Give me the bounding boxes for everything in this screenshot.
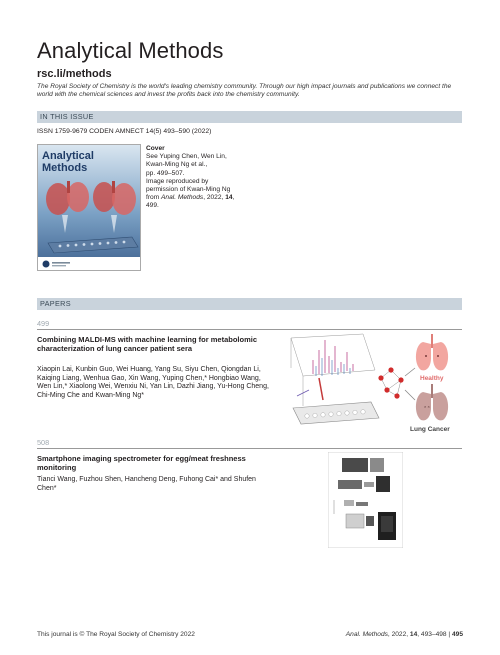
article-2-authors: Tianci Wang, Fuzhou Shen, Hancheng Deng, Fuhong Cai* and Shufen Chen* [37,476,256,492]
cancer-label: Lung Cancer [410,426,450,433]
cover-illustration [38,145,141,271]
cover-caption-line2: Kwan-Ming Ng et al., [146,161,208,169]
rsc-description: The Royal Society of Chemistry is the world's leading chemistry community. Through our high impact journals and publications we connect the world with the chemical sciences and invest the profits back into the chemistry community. [37,83,452,99]
article-1-authors: Xiaopin Lai, Kunbin Guo, Wei Huang, Yang Su, Siyu Chen, Qiongdan Li, Kaiqing Liang, Wenhua Gao, Xin Wang, Yuping Chen,* Hongbiao Wang, Wen Lin,* Xiaolong Wei, Wenxiu Ni, Yan Lin, Dazhi Jiang, Yu-Hong Cheng, Chi-Ming Che and Kwan-Ming Ng* [37,366,269,399]
journal-title: Analytical Methods [37,38,224,63]
cover-caption-volume: 14 [225,194,233,202]
cover-caption-year: , 2022, [203,194,226,202]
article-2-title[interactable]: Smartphone imaging spectrometer for egg/meat freshness monitoring [37,454,246,472]
svg-text:× ×: × × [424,404,430,409]
cover-caption-line4: Image reproduced by [146,177,209,185]
issn-line: ISSN 1759-9679 CODEN AMNECT 14(5) 493–590 (2022) [37,128,212,135]
cover-caption-line7: 499. [146,202,159,210]
cover-title-line1: Analytical [42,150,94,162]
cover-title-line2: Methods [42,162,88,174]
papers-bar: PAPERS [37,298,462,310]
article-2-page: 508 [37,438,50,447]
article-1-page: 499 [37,319,50,328]
cover-caption-line5: permission of Kwan-Ming Ng [146,186,231,194]
cover-caption-heading: Cover [146,145,165,152]
spectrometer-graphic [328,452,403,548]
cover-caption-from: from [146,194,162,202]
article-2-rule [37,448,462,449]
article-2-toc-graphic [328,452,403,548]
footer-pages: , 493–498 | [417,631,452,638]
in-this-issue-bar: IN THIS ISSUE [37,111,462,123]
article-1-title[interactable]: Combining MALDI-MS with machine learning for metabolomic characterization of lung cancer patient sera [37,335,258,353]
healthy-label: Healthy [420,375,444,382]
footer-citation [346,631,463,638]
cover-caption-journal: Anal. Methods [161,194,204,202]
cover-caption-line1: See Yuping Chen, Wen Lin, [146,153,227,161]
footer-journal: Anal. Methods [345,631,388,638]
cover-caption-comma: , [232,194,235,202]
cover-caption-line3: pp. 499–507. [146,169,185,177]
cover-caption [146,145,238,211]
article-1-toc-graphic [283,330,463,435]
footer-year: , 2022, [387,631,410,638]
journal-url[interactable]: rsc.li/methods [37,68,112,80]
footer-page-number: 495 [451,631,463,638]
cover-image [37,144,141,271]
maldi-graphic [283,330,463,435]
cover-caption-line6 [146,194,234,201]
footer-volume: 14 [409,631,418,638]
footer-copyright: This journal is © The Royal Society of Chemistry 2022 [37,631,195,638]
